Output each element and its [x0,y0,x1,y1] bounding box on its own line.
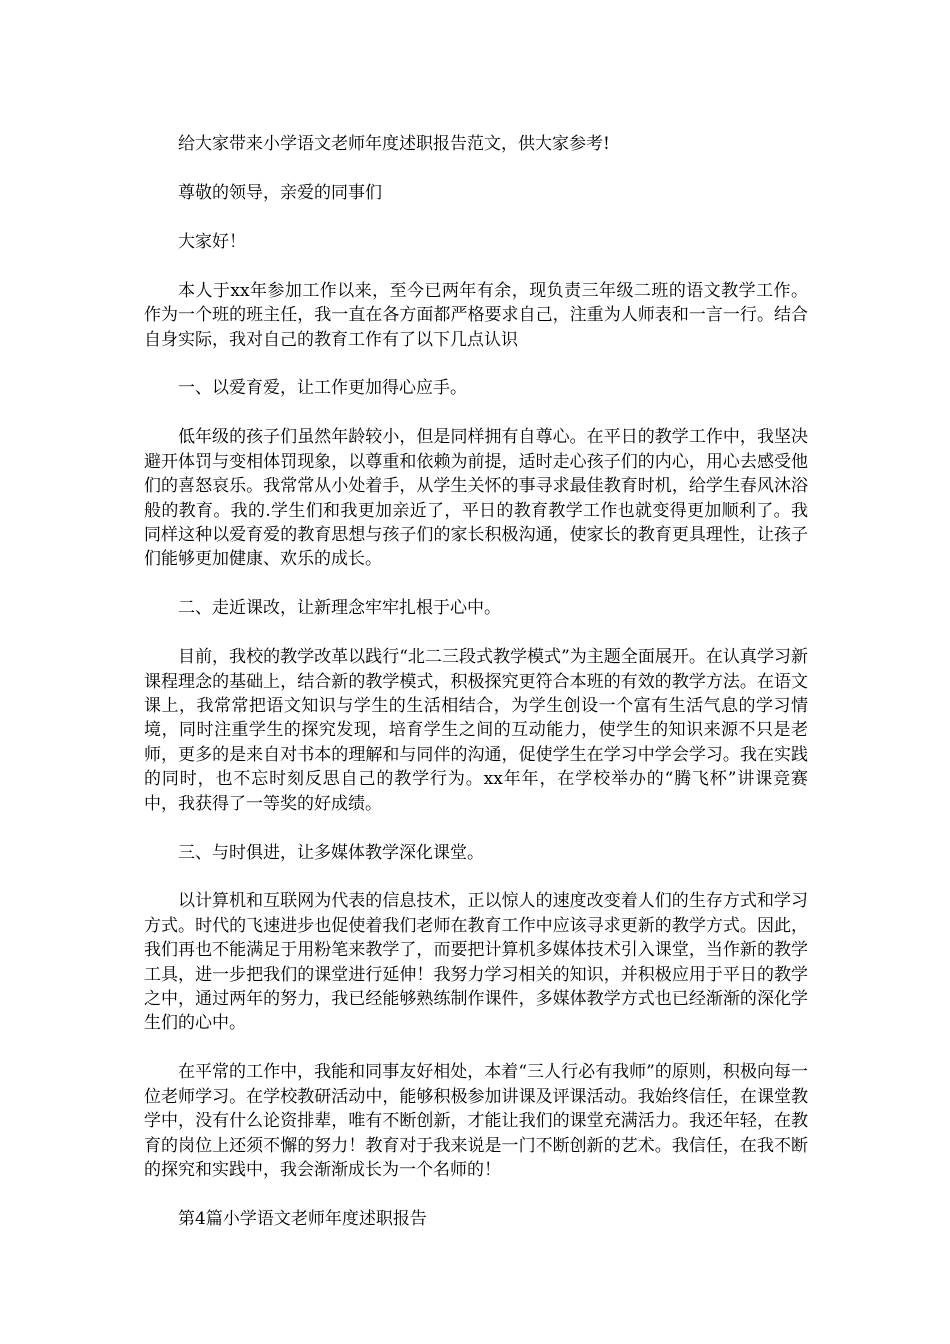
section-2-paragraph: 目前，我校的教学改革以践行“北二三段式教学模式”为主题全面展开。在认真学习新课程理念的基础上，结合新的教学模式，积极探究更符合本班的有效的教学方法。在语文课上，我常常把语文知识与学生的生活相结合，为学生创设一个富有生活气息的学习情境，同时注重学生的探究发现，培育学生之间的互动能力，使学生的知识来源不只是老师，更多的是来自对书本的理解和与同伴的沟通，促使学生在学习中学会学习。我在实践的同时，也不忘时刻反思自己的教学行为。xx年年，在学校举办的“腾飞杯”讲课竞赛中，我获得了一等奖的好成绩。 [144,647,808,814]
document-body [144,132,808,1256]
section-1-paragraph: 低年级的孩子们虽然年龄较小，但是同样拥有自尊心。在平日的教学工作中，我坚决避开体罚与变相体罚现象，以尊重和依赖为前提，适时走心孩子们的内心，用心去感受他们的喜怒哀乐。我常常从小处着手，从学生关怀的事寻求最佳教育时机，给学生春风沐浴般的教育。我的.学生们和我更加亲近了，平日的教育教学工作也就变得更加顺利了。我同样这种以爱育爱的教育思想与孩子们的家长积极沟通，使家长的教育更具理性，让孩子们能够更加健康、欢乐的成长。 [144,427,808,570]
closing-paragraph: 在平常的工作中，我能和同事友好相处，本着“三人行必有我师”的原则，积极向每一位老师学习。在学校教研活动中，能够积极参加讲课及评课活动。我始终信任，在课堂教学中，没有什么论资排辈，唯有不断创新，才能让我们的课堂充满活力。我还年轻，在教育的岗位上还须不懈的努力！教育对于我来说是一门不断创新的艺术。我信任，在我不断的探究和实践中，我会渐渐成长为一个名师的！ [144,1062,808,1180]
salutation: 尊敬的领导，亲爱的同事们 [178,182,382,203]
section-3-paragraph: 以计算机和互联网为代表的信息技术，正以惊人的速度改变着人们的生存方式和学习方式。时代的飞速进步也促使着我们老师在教育工作中应该寻求更新的教学方式。因此，我们再也不能满足于用粉笔来教学了，而要把计算机多媒体技术引入课堂，当作新的教学工具，进一步把我们的课堂进行延伸！我努力学习相关的知识，并积极应用于平日的教学之中，通过两年的努力，我已经能够熟练制作课件，多媒体教学方式也已经渐渐的深化学生们的心中。 [144,891,808,1034]
section-heading-3: 三、与时俱进，让多媒体教学深化课堂。 [178,842,484,863]
opening-paragraph: 本人于xx年参加工作以来，至今已两年有余，现负责三年级二班的语文教学工作。作为一个班的班主任，我一直在各方面都严格要求自己，注重为人师表和一言一行。结合自身实际，我对自己的教育工作有了以下几点认识 [144,280,808,350]
next-article-title: 第4篇小学语文老师年度述职报告 [178,1208,427,1229]
greeting: 大家好！ [178,231,246,252]
section-heading-1: 一、以爱育爱，让工作更加得心应手。 [178,378,467,399]
section-heading-2: 二、走近课改，让新理念牢牢扎根于心中。 [178,598,501,619]
intro-line: 给大家带来小学语文老师年度述职报告范文，供大家参考! [178,134,610,154]
